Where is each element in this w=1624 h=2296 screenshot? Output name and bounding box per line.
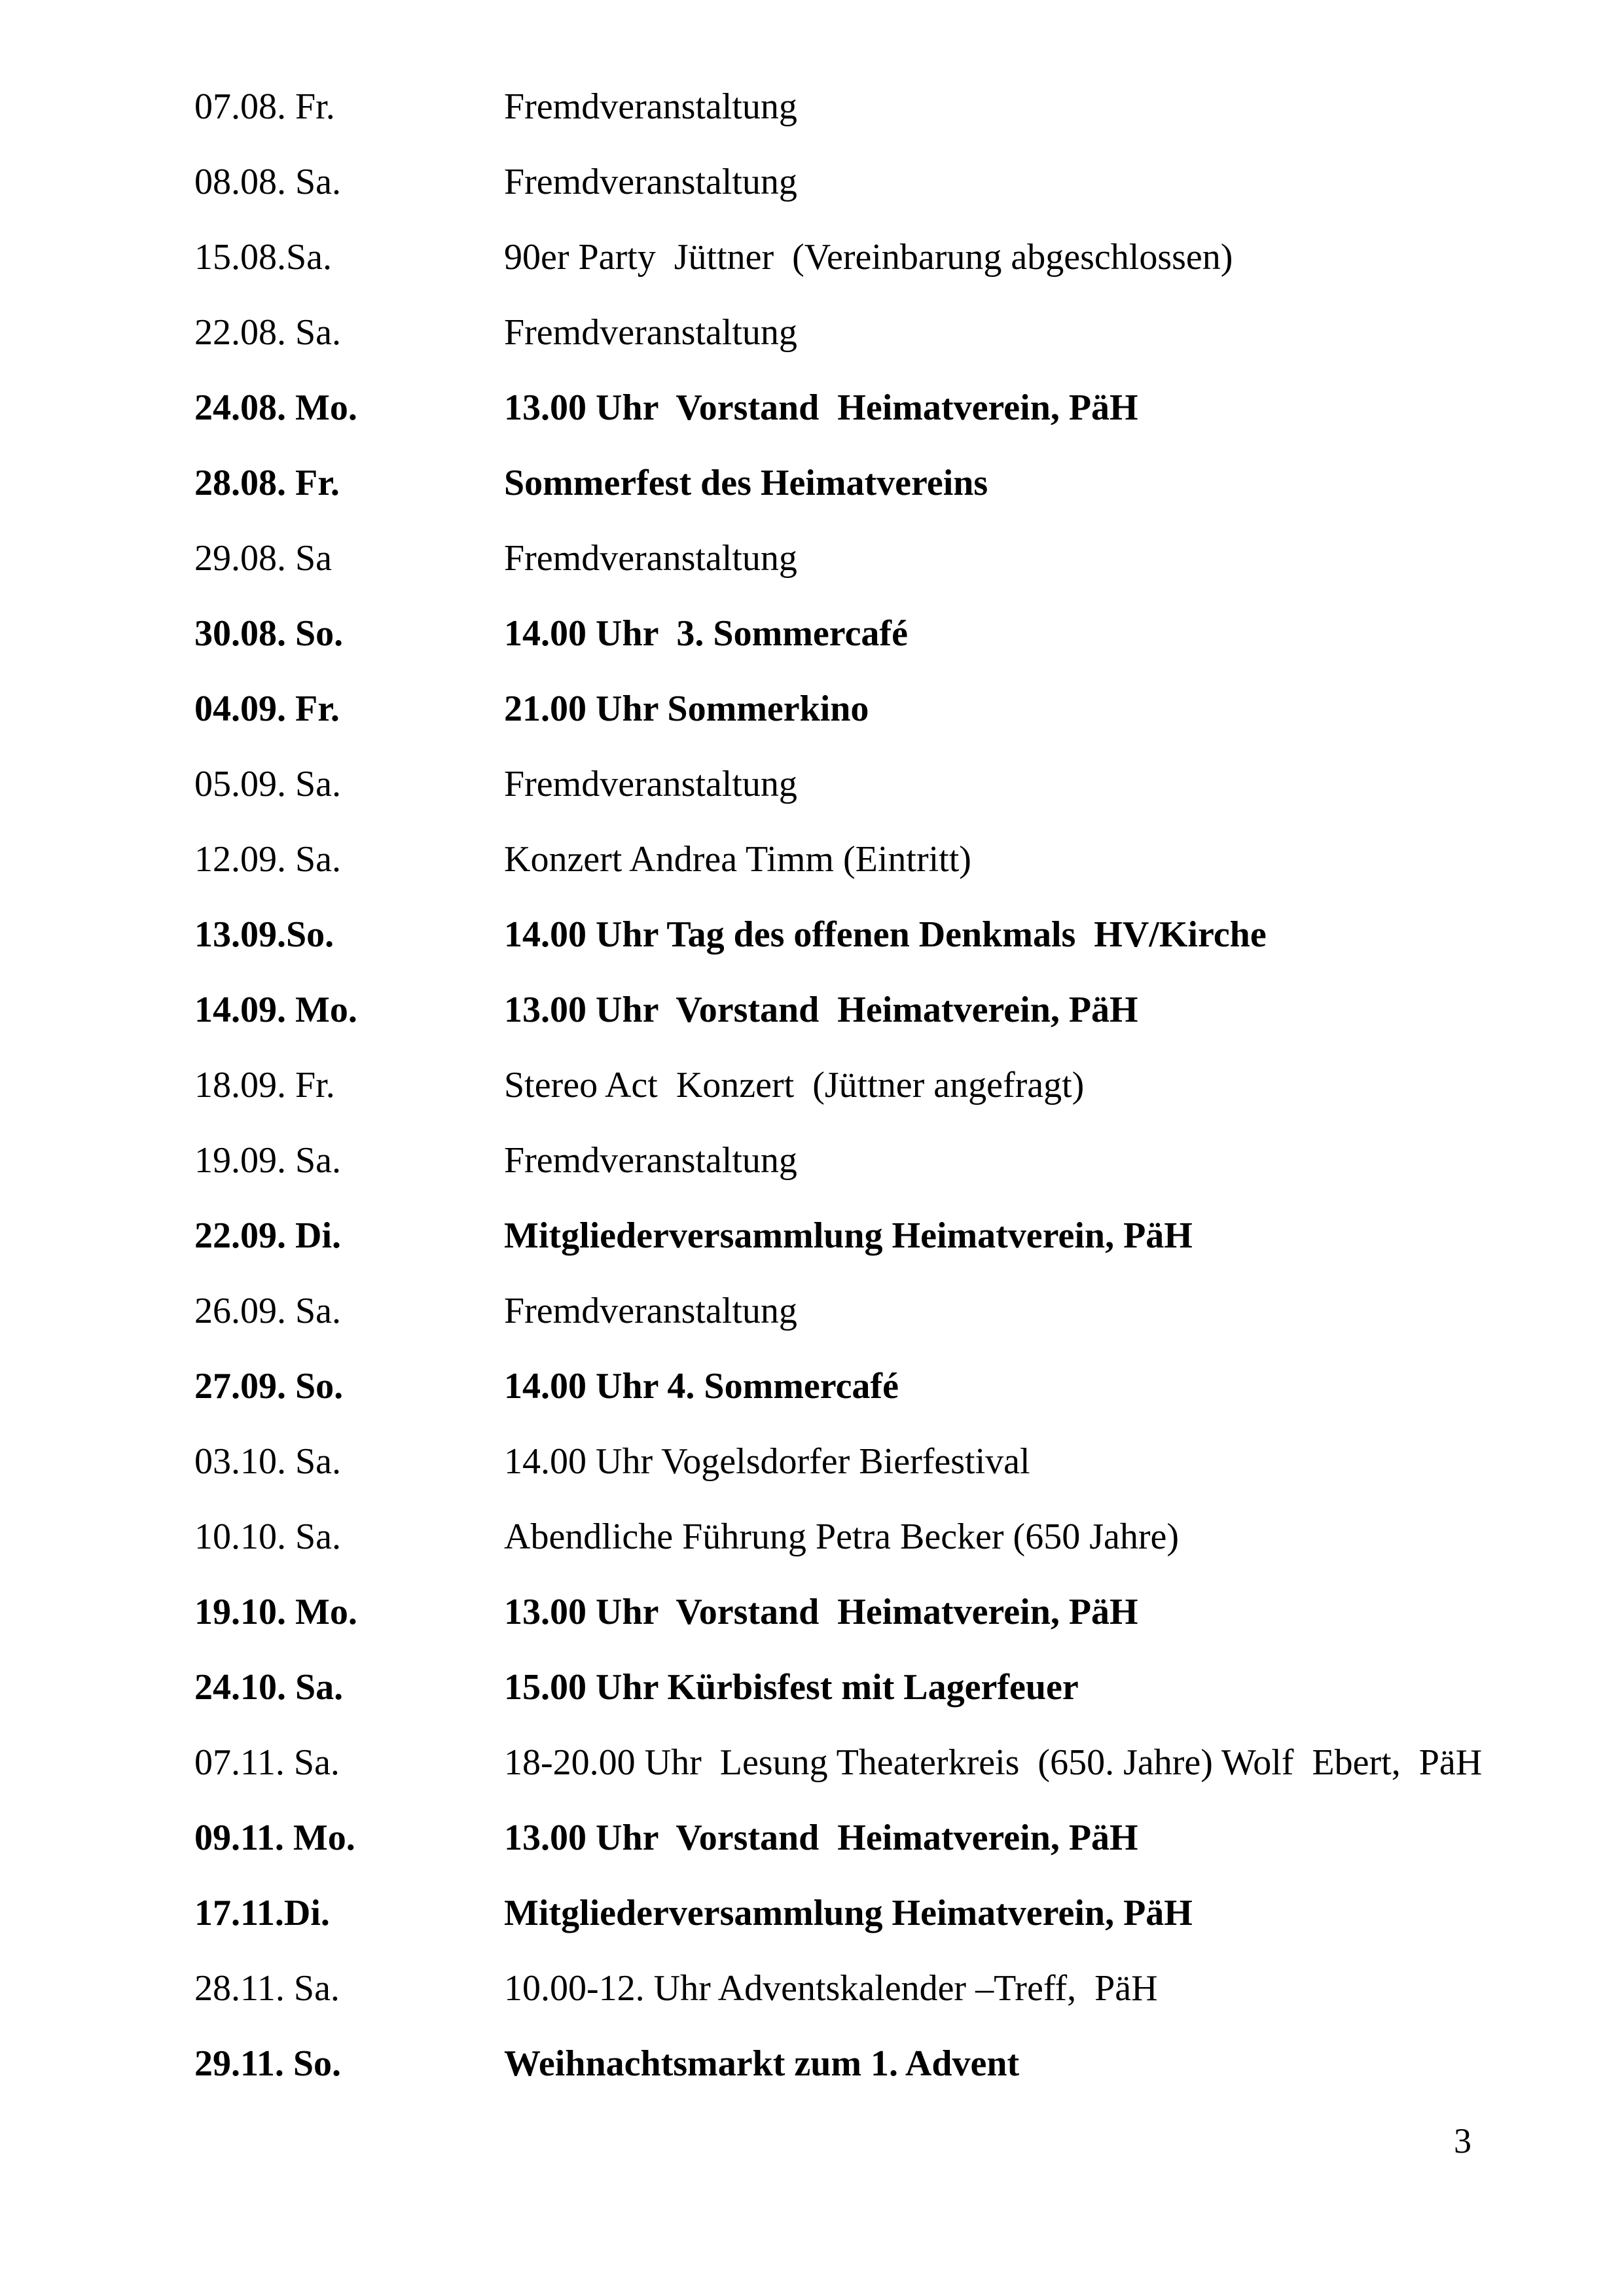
schedule-row bbox=[0, 314, 1624, 389]
event-description: Abendliche Führung Petra Becker (650 Jahre) bbox=[504, 1516, 1179, 1557]
event-date: 28.08. Fr. bbox=[194, 463, 340, 503]
schedule-row bbox=[0, 766, 1624, 841]
schedule-row bbox=[0, 1067, 1624, 1142]
schedule-row bbox=[0, 841, 1624, 916]
event-description: 14.00 Uhr 3. Sommercafé bbox=[504, 613, 908, 654]
event-date: 13.09.So. bbox=[194, 914, 334, 955]
event-date: 17.11.Di. bbox=[194, 1893, 330, 1933]
schedule-row bbox=[0, 465, 1624, 540]
schedule-row bbox=[0, 916, 1624, 992]
event-date: 15.08.Sa. bbox=[194, 237, 332, 278]
schedule-row bbox=[0, 1594, 1624, 1669]
event-description: 13.00 Uhr Vorstand Heimatverein, PäH bbox=[504, 990, 1138, 1030]
event-date: 29.11. So. bbox=[194, 2043, 342, 2084]
event-date: 22.08. Sa. bbox=[194, 312, 341, 353]
schedule-row bbox=[0, 1368, 1624, 1443]
event-description: Weihnachtsmarkt zum 1. Advent bbox=[504, 2043, 1020, 2084]
event-date: 28.11. Sa. bbox=[194, 1968, 340, 2009]
event-date: 29.08. Sa bbox=[194, 538, 332, 579]
schedule-row bbox=[0, 1744, 1624, 1820]
schedule-row bbox=[0, 615, 1624, 691]
event-date: 18.09. Fr. bbox=[194, 1065, 335, 1105]
event-description: 14.00 Uhr 4. Sommercafé bbox=[504, 1366, 899, 1407]
event-date: 27.09. So. bbox=[194, 1366, 344, 1407]
schedule-row bbox=[0, 1293, 1624, 1368]
event-date: 07.11. Sa. bbox=[194, 1742, 340, 1783]
schedule-row bbox=[0, 2045, 1624, 2121]
schedule-row bbox=[0, 691, 1624, 766]
schedule-row bbox=[0, 992, 1624, 1067]
event-description: 90er Party Jüttner (Vereinbarung abgeschlossen) bbox=[504, 237, 1233, 278]
schedule-row bbox=[0, 540, 1624, 615]
event-description: 14.00 Uhr Vogelsdorfer Bierfestival bbox=[504, 1441, 1030, 1482]
schedule-row bbox=[0, 1820, 1624, 1895]
event-description: 18-20.00 Uhr Lesung Theaterkreis (650. Jahre) Wolf Ebert, PäH bbox=[504, 1742, 1483, 1783]
event-date: 14.09. Mo. bbox=[194, 990, 357, 1030]
event-description: Fremdveranstaltung bbox=[504, 312, 797, 353]
event-description: 15.00 Uhr Kürbisfest mit Lagerfeuer bbox=[504, 1667, 1079, 1708]
schedule-row bbox=[0, 1669, 1624, 1744]
schedule-row bbox=[0, 1518, 1624, 1594]
event-date: 24.10. Sa. bbox=[194, 1667, 344, 1708]
event-description: Fremdveranstaltung bbox=[504, 538, 797, 579]
schedule-row bbox=[0, 1217, 1624, 1293]
event-date: 26.09. Sa. bbox=[194, 1291, 341, 1331]
event-date: 05.09. Sa. bbox=[194, 764, 341, 804]
event-date: 24.08. Mo. bbox=[194, 387, 357, 428]
event-description: 13.00 Uhr Vorstand Heimatverein, PäH bbox=[504, 1592, 1138, 1632]
event-description: 13.00 Uhr Vorstand Heimatverein, PäH bbox=[504, 1818, 1138, 1858]
event-description: 21.00 Uhr Sommerkino bbox=[504, 689, 869, 729]
event-description: Fremdveranstaltung bbox=[504, 86, 797, 127]
event-date: 19.09. Sa. bbox=[194, 1140, 341, 1181]
schedule-row bbox=[0, 1895, 1624, 1970]
event-date: 22.09. Di. bbox=[194, 1215, 341, 1256]
event-date: 10.10. Sa. bbox=[194, 1516, 341, 1557]
event-date: 03.10. Sa. bbox=[194, 1441, 341, 1482]
event-description: Fremdveranstaltung bbox=[504, 1140, 797, 1181]
event-description: Stereo Act Konzert (Jüttner angefragt) bbox=[504, 1065, 1085, 1105]
event-date: 04.09. Fr. bbox=[194, 689, 340, 729]
schedule-row bbox=[0, 1443, 1624, 1518]
event-date: 08.08. Sa. bbox=[194, 162, 341, 202]
schedule-row bbox=[0, 1142, 1624, 1217]
event-description: Konzert Andrea Timm (Eintritt) bbox=[504, 839, 971, 880]
event-description: Fremdveranstaltung bbox=[504, 1291, 797, 1331]
event-description: Fremdveranstaltung bbox=[504, 162, 797, 202]
event-date: 30.08. So. bbox=[194, 613, 344, 654]
event-date: 19.10. Mo. bbox=[194, 1592, 357, 1632]
event-date: 07.08. Fr. bbox=[194, 86, 335, 127]
schedule-row bbox=[0, 389, 1624, 465]
schedule-row bbox=[0, 239, 1624, 314]
event-description: Mitgliederversammlung Heimatverein, PäH bbox=[504, 1215, 1193, 1256]
event-description: 10.00-12. Uhr Adventskalender –Treff, PäH bbox=[504, 1968, 1158, 2009]
event-date: 09.11. Mo. bbox=[194, 1818, 355, 1858]
event-date: 12.09. Sa. bbox=[194, 839, 341, 880]
event-description: 14.00 Uhr Tag des offenen Denkmals HV/Kirche bbox=[504, 914, 1267, 955]
schedule-row bbox=[0, 1970, 1624, 2045]
event-description: 13.00 Uhr Vorstand Heimatverein, PäH bbox=[504, 387, 1138, 428]
page-number: 3 bbox=[1454, 2121, 1471, 2161]
schedule-row bbox=[0, 88, 1624, 164]
event-description: Fremdveranstaltung bbox=[504, 764, 797, 804]
event-description: Mitgliederversammlung Heimatverein, PäH bbox=[504, 1893, 1193, 1933]
schedule-row bbox=[0, 164, 1624, 239]
event-description: Sommerfest des Heimatvereins bbox=[504, 463, 988, 503]
